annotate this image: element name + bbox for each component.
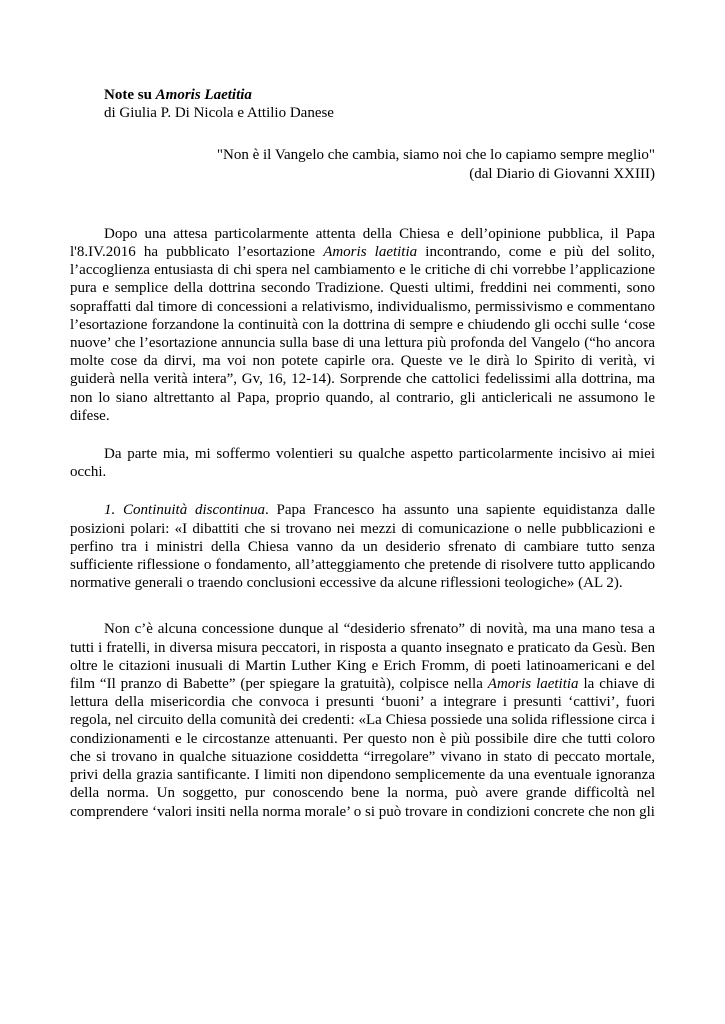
text-run-italic: 1. Continuità discontinua <box>104 502 265 519</box>
epigraph <box>70 146 655 182</box>
paragraph-1 <box>70 225 655 425</box>
epigraph-attribution: (dal Diario di Giovanni XXIII) <box>469 165 655 182</box>
text-run: la chiave di lettura della misericordia che convoca i presunti ‘buoni’ a integrare i presunti ‘cattivi’, fuori regola, nel circuito della comunità dei credenti: «La Chiesa possiede una solida riflessione circa i condizionamenti e le circostanze attenuanti. Per questo non è più possibile dire che tutti coloro che si trovano in qualche situazione cosiddetta “irregolare” vivano in stato di peccato mortale, privi della grazia santificante. I limiti non dipendono semplicemente da una eventuale ignoranza della norma. Un soggetto, pur conoscendo bene la norma, può avere grande difficoltà nel comprendere ‘valori insiti nella norma morale’ o si può trovare in condizioni concrete che non gli <box>70 676 655 820</box>
text-run: Non c’è alcuna concessione dunque al “desiderio sfrenato” di novità, ma una mano tesa a tutti i fratelli, in diversa misura peccatori, in risposta a quanto insegnato e praticato da Gesù. Ben oltre le citazioni inusuali di Martin Luther King e Erich Fromm, di poeti latinoamericani e del film “Il pranzo di Babette” (per spiegare la gratuità), colpisce nella <box>70 621 655 693</box>
title-prefix: Note su <box>104 87 156 103</box>
text-run-italic: Amoris laetitia <box>487 676 579 693</box>
document-byline: di Giulia P. Di Nicola e Attilio Danese <box>104 105 334 122</box>
text-run: incontrando, come e più del solito, l’accoglienza entusiasta di chi spera nel cambiamento e le critiche di chi vorrebbe l’applicazione pura e semplice della dottrina secondo Tradizione. Questi ultimi, freddini nei commenti, sono sopraffatti dal timore di concessioni a relativismo, individualismo, permissivismo e commentano l’esortazione forzandone la continuità con la dottrina di sempre e chiudendo gli occhi sulle ‘cose nuove’ che l’esortazione annuncia sulla base di una lettura più profonda del Vangelo (“ho ancora molte cose da dirvi, ma voi non potete capirle ora. Queste ve le dirà lo Spirito di verità, vi guiderà nella verità intera”, Gv, 16, 12-14). Sorprende che cattolici fedelissimi alla dottrina, ma non lo siano altrettanto al Papa, proprio quando, al contrario, gli anticlericali ne assumono le difese. <box>70 244 655 424</box>
text-run: Da parte mia, mi soffermo volentieri su qualche aspetto particolarmente incisivo ai miei occhi. <box>70 446 655 481</box>
text-run: . Papa Francesco ha assunto una sapiente equidistanza dalle posizioni polari: «I dibattiti che si trovano nei mezzi di comunicazione o nelle pubblicazioni e perfino tra i ministri della Chiesa vanno da un desiderio sfrenato di cambiare tutto senza sufficiente riflessione o fondamento, all’atteggiamento che pretende di risolvere tutto applicando normative generali o traendo conclusioni eccessive da alcune riflessioni teologiche» (AL 2). <box>70 502 655 592</box>
paragraph-2 <box>70 445 655 481</box>
epigraph-quote: "Non è il Vangelo che cambia, siamo noi che lo capiamo sempre meglio" <box>216 147 655 164</box>
paragraph-4 <box>70 620 655 820</box>
paragraph-3 <box>70 501 655 592</box>
document-title <box>104 86 655 104</box>
text-run: Dopo una attesa particolarmente attenta della Chiesa e dell’opinione pubblica, il Papa l'8.IV.2016 ha pubblicato l’esortazione <box>70 225 655 261</box>
title-work-name: Amoris Laetitia <box>155 87 252 103</box>
text-run-italic: Amoris laetitia <box>323 244 418 261</box>
